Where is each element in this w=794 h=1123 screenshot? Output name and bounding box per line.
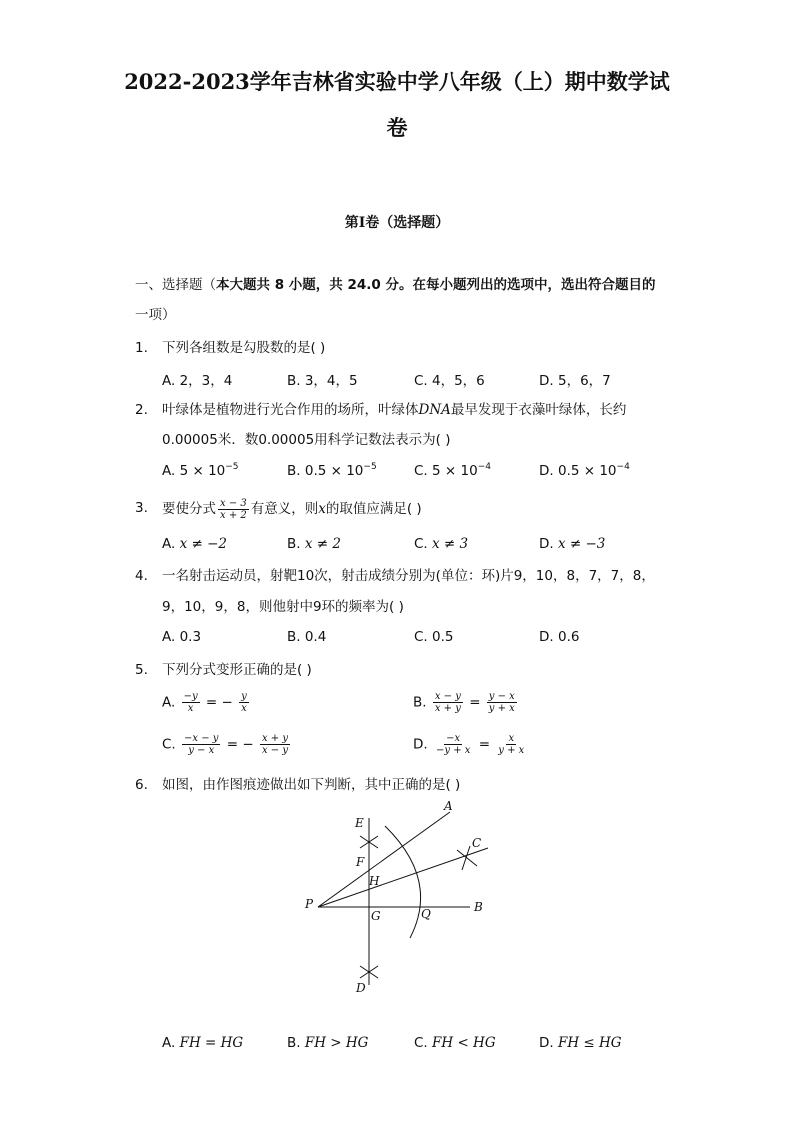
question-stem-line2: 0.00005米．数0.00005用科学记数法表示为( ) (162, 432, 451, 448)
option-b[interactable]: B. x ≠ 2 (287, 536, 341, 552)
stem-dna: DNA (418, 402, 451, 418)
question-number: 4. (135, 568, 148, 584)
question-stem: 下列分式变形正确的是( ) (162, 662, 312, 678)
question-stem: 要使分式 $\frac{x - 3}{x + 2}$ 有意义，则x的取值应满足( ) (162, 497, 422, 521)
fraction: $\frac{x - 3}{x + 2}$ (220, 497, 247, 521)
question-number: 1. (135, 340, 148, 356)
question-stem: 一名射击运动员，射靶10次，射击成绩分别为(单位：环)片9，10，8，7，7，8， (162, 568, 655, 584)
option-a[interactable]: A. x ≠ −2 (162, 536, 228, 552)
stem-text: 最早发现于衣藻叶绿体，长约 (450, 402, 627, 418)
ray-pa (318, 812, 450, 907)
option-c[interactable]: C. $\frac{-x - y}{y - x}$ = − $\frac{x + y}{x - y}$ (162, 733, 288, 756)
label-q: Q (421, 907, 431, 921)
label-c: C (472, 836, 482, 850)
question-number: 6. (135, 777, 148, 793)
option-c[interactable]: C. FH < HG (414, 1035, 496, 1051)
part-heading: 第Ⅰ卷（选择题） (344, 215, 450, 231)
option-a[interactable]: A. FH = HG (162, 1035, 244, 1051)
option-b[interactable]: B. $\frac{x - y}{x + y}$ = $\frac{y - x}{y + x}$ (413, 691, 515, 714)
ray-pc (318, 848, 488, 907)
stem-text: 叶绿体是植物进行光合作用的场所，叶绿体 (162, 402, 419, 418)
label-d: D (356, 981, 366, 995)
cross-mark-e (360, 836, 378, 848)
label-b: B (474, 900, 483, 914)
label-e: E (355, 816, 364, 830)
option-b[interactable]: B. 0.4 (287, 629, 327, 645)
cross-mark-c (462, 846, 470, 870)
section-heading (135, 276, 656, 294)
option-d[interactable]: D. 5，6，7 (539, 373, 611, 389)
question-number: 2. (135, 402, 148, 418)
option-d[interactable]: D. 0.6 (539, 629, 580, 645)
option-c[interactable]: C. $5 \times 10^{-4}$ (414, 462, 491, 479)
label-h: H (369, 874, 380, 888)
cross-mark-d (360, 966, 378, 978)
option-c[interactable]: C. 0.5 (414, 629, 454, 645)
question-number: 3. (135, 500, 148, 516)
label-a: A (444, 799, 453, 813)
section-heading-line2: 一项） (135, 307, 176, 323)
option-a[interactable]: A. $\frac{-y}{x}$ = − $\frac{y}{x}$ (162, 691, 247, 714)
construction-arc (385, 826, 421, 938)
label-p: P (305, 897, 314, 911)
section-prefix: 一、选择题（ (135, 277, 216, 293)
question-stem: 如图，由作图痕迹做出如下判断，其中正确的是( ) (162, 777, 461, 793)
section-instructions: 本大题共 8 小题，共 24.0 分。在每小题列出的选项中，选出符合题目的 (216, 277, 656, 293)
cross-mark-e (360, 836, 378, 848)
option-d[interactable]: D. FH ≤ HG (539, 1035, 622, 1051)
option-a[interactable]: A. 0.3 (162, 629, 202, 645)
option-b[interactable]: B. FH > HG (287, 1035, 369, 1051)
option-d[interactable]: D. x ≠ −3 (539, 536, 606, 552)
question-stem: 下列各组数是勾股数的是( ) (162, 340, 326, 356)
cross-mark-c (457, 850, 477, 866)
label-g: G (371, 909, 381, 923)
option-d[interactable]: D. $0.5 \times 10^{-4}$ (539, 462, 630, 479)
label-f: F (356, 855, 365, 869)
question-stem (162, 401, 626, 419)
question-stem-line2: 9，10，9，8，则他射中9环的频率为( ) (162, 599, 404, 615)
option-b[interactable]: B. $0.5 \times 10^{-5}$ (287, 462, 377, 479)
option-d[interactable]: D. $\frac{-x}{-y + x}$ = $\frac{x}{y + x}$ (413, 733, 525, 756)
exam-title-line2: 卷 (386, 115, 408, 140)
option-a[interactable]: A. 2，3，4 (162, 373, 233, 389)
option-a[interactable]: A. $5 \times 10^{-5}$ (162, 462, 239, 479)
exam-title-line1: 2022-2023学年吉林省实验中学八年级（上）期中数学试 (124, 69, 670, 94)
cross-mark-d (360, 966, 378, 978)
option-c[interactable]: C. x ≠ 3 (414, 536, 469, 552)
option-b[interactable]: B. 3，4，5 (287, 373, 358, 389)
option-c[interactable]: C. 4，5，6 (414, 373, 485, 389)
question-number: 5. (135, 662, 148, 678)
